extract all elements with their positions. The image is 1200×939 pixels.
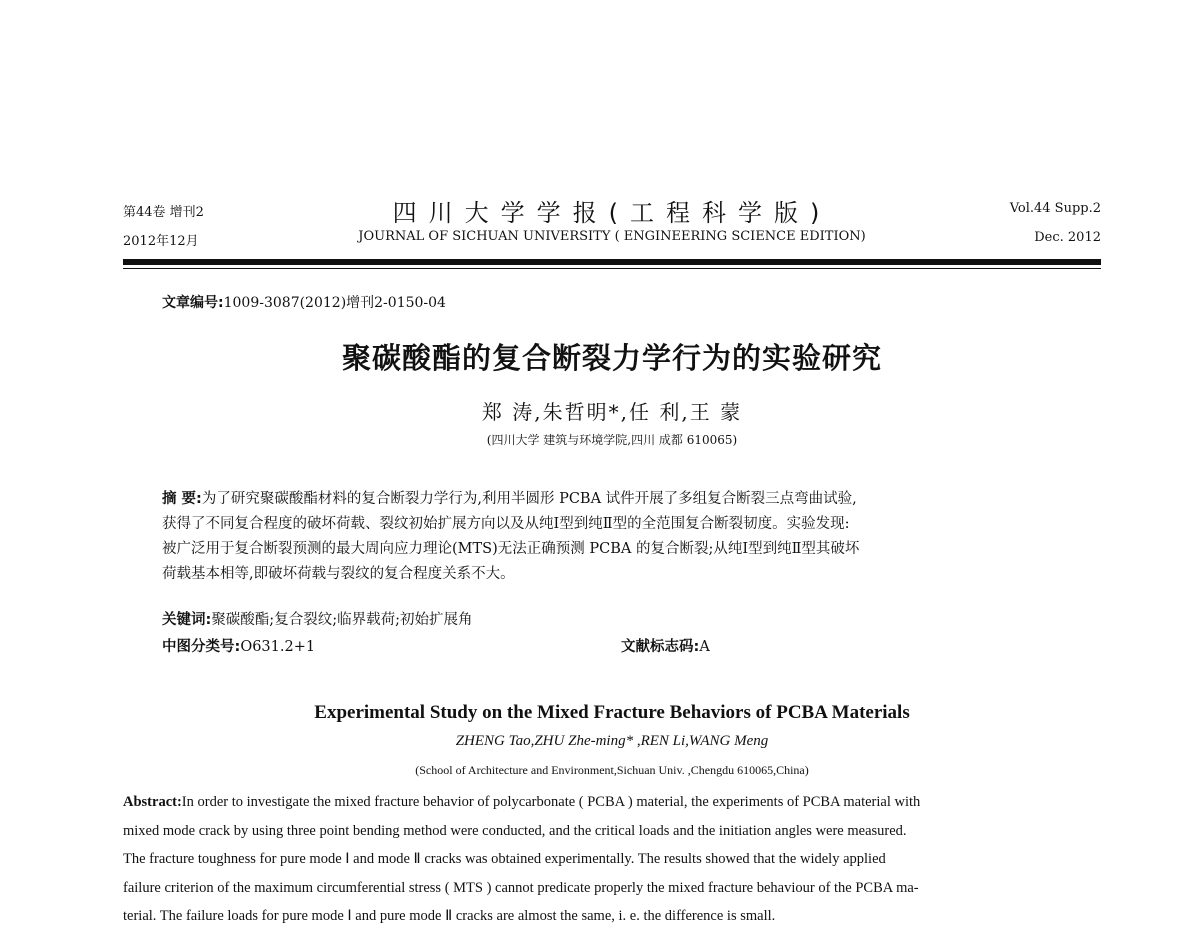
abstract-en (123, 788, 1101, 931)
abstract-cn-line: 荷载基本相等,即破坏荷载与裂纹的复合程度关系不大。 (162, 566, 515, 582)
abstract-en-line: The fracture toughness for pure mode Ⅰ and mode Ⅱ cracks was obtained experimentally. The results showed that the widely applied (123, 851, 886, 867)
journal-title-en: JOURNAL OF SICHUAN UNIVERSITY ( ENGINEERING SCIENCE EDITION) (358, 229, 866, 244)
abstract-en-line: terial. The failure loads for pure mode Ⅰ and pure mode Ⅱ cracks are almost the same, i. e. the difference is small. (123, 908, 776, 924)
abstract-cn-line: 获得了不同复合程度的破坏荷载、裂纹初始扩展方向以及从纯Ⅰ型到纯Ⅱ型的全范围复合断裂韧度。实验发现: (162, 516, 850, 532)
keywords-cn (162, 608, 1102, 633)
classification-label: 中图分类号: (162, 639, 241, 655)
document-code-label: 文献标志码: (621, 639, 700, 655)
classification-value: O631.2+1 (240, 639, 316, 655)
affiliation-en: (School of Architecture and Environment,Sichuan Univ. ,Chengdu 610065,China) (415, 763, 809, 777)
date-cn: 2012年12月 (123, 234, 199, 249)
document-code (621, 635, 921, 660)
authors-cn: 郑 涛,朱哲明*,任 利,王 蒙 (481, 400, 743, 424)
keywords-cn-value: 聚碳酸酯;复合裂纹;临界载荷;初始扩展角 (211, 612, 473, 628)
abstract-en-line: failure criterion of the maximum circumferential stress ( MTS ) cannot predicate properly the mixed fracture behaviour of the PCBA ma- (123, 879, 919, 896)
paper-title-en: Experimental Study on the Mixed Fracture Behaviors of PCBA Materials (314, 702, 910, 723)
article-number-label: 文章编号: (162, 295, 224, 311)
header-rule-thin (123, 268, 1101, 269)
affiliation-cn: (四川大学 建筑与环境学院,四川 成都 610065) (486, 433, 738, 447)
keywords-cn-label: 关键词: (162, 612, 212, 628)
article-number (162, 292, 446, 312)
abstract-en-label: Abstract: (123, 794, 182, 810)
abstract-cn-label: 摘 要: (162, 491, 202, 507)
paper-title-cn: 聚碳酸酯的复合断裂力学行为的实验研究 (341, 341, 882, 375)
header-rule-thick (123, 259, 1101, 265)
abstract-en-line: mixed mode crack by using three point bending method were conducted, and the critical loads and the initiation angles were measured. (123, 822, 907, 839)
document-code-value: A (699, 639, 710, 655)
authors-en: ZHENG Tao,ZHU Zhe-ming* ,REN Li,WANG Meng (455, 733, 769, 749)
abstract-cn (162, 487, 1102, 587)
date-en: Dec. 2012 (1034, 230, 1101, 245)
journal-title-cn: 四川大学学报(工程科学版) (392, 199, 832, 227)
abstract-cn-line: 摘 要:为了研究聚碳酸酯材料的复合断裂力学行为,利用半圆形 PCBA 试件开展了多组复合断裂三点弯曲试验, (162, 491, 857, 507)
classification (162, 635, 462, 660)
volume-en: Vol.44 Supp.2 (1009, 201, 1101, 216)
abstract-cn-line: 被广泛用于复合断裂预测的最大周向应力理论(MTS)无法正确预测 PCBA 的复合断裂;从纯Ⅰ型到纯Ⅱ型其破坏 (162, 541, 860, 557)
abstract-en-line: Abstract:In order to investigate the mixed fracture behavior of polycarbonate ( PCBA ) material, the experiments of PCBA material with (123, 794, 921, 810)
article-number-value: 1009-3087(2012)增刊2-0150-04 (223, 295, 446, 311)
volume-cn: 第44卷 增刊2 (123, 205, 204, 220)
